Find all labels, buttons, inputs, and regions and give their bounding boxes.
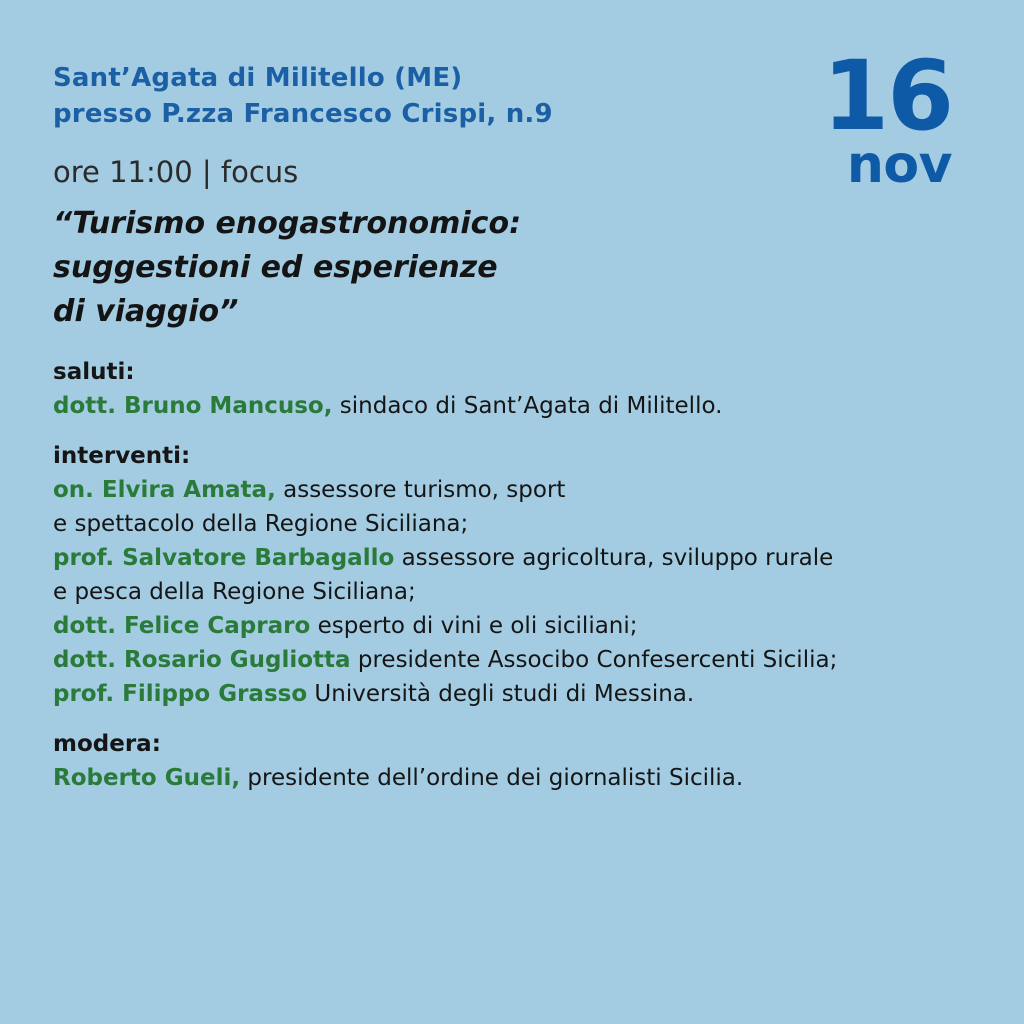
event-date	[802, 40, 952, 195]
speaker-name: dott. Rosario Gugliotta	[53, 647, 351, 673]
speaker-entry	[53, 677, 973, 711]
speaker-name: on. Elvira Amata,	[53, 477, 276, 503]
section-interventi	[53, 439, 973, 711]
speaker-role: assessore turismo, sport	[275, 477, 566, 503]
title-line: “Turismo enogastronomico:	[53, 206, 522, 241]
date-day: 16	[822, 40, 952, 152]
section-saluti	[53, 355, 973, 423]
section-label: interventi:	[53, 443, 191, 469]
speaker-role-continued: e pesca della Regione Siciliana;	[53, 579, 416, 605]
event-time-focus: ore 11:00 | focus	[53, 155, 299, 189]
speaker-entry	[53, 643, 973, 677]
speaker-role: presidente dell’ordine dei giornalisti Sicilia.	[240, 765, 744, 791]
speaker-name: dott. Felice Capraro	[53, 613, 311, 639]
speaker-entry	[53, 609, 973, 643]
speaker-name: prof. Filippo Grasso	[53, 681, 308, 707]
title-line: suggestioni ed esperienze	[53, 250, 498, 285]
section-modera	[53, 727, 973, 795]
speaker-role: presidente Associbo Confesercenti Sicilia;	[350, 647, 838, 673]
date-month: nov	[846, 135, 952, 195]
section-label: saluti:	[53, 359, 135, 385]
speaker-entry	[53, 389, 973, 423]
program-body	[53, 355, 973, 811]
speaker-role: Università degli studi di Messina.	[307, 681, 695, 707]
event-location	[53, 60, 553, 132]
speaker-role-continued: e spettacolo della Regione Siciliana;	[53, 511, 469, 537]
speaker-name: Roberto Gueli,	[53, 765, 241, 791]
speaker-name: dott. Bruno Mancuso,	[53, 393, 333, 419]
location-city: Sant’Agata di Militello (ME)	[53, 63, 463, 93]
speaker-role: assessore agricoltura, sviluppo rurale	[394, 545, 834, 571]
section-label: modera:	[53, 731, 161, 757]
speaker-entry	[53, 473, 973, 507]
speaker-entry	[53, 541, 973, 575]
event-title	[53, 202, 673, 334]
speaker-name: prof. Salvatore Barbagallo	[53, 545, 395, 571]
speaker-role: esperto di vini e oli siciliani;	[310, 613, 638, 639]
speaker-entry	[53, 761, 973, 795]
location-address: presso P.zza Francesco Crispi, n.9	[53, 99, 553, 129]
title-line: di viaggio”	[53, 294, 239, 329]
speaker-role: sindaco di Sant’Agata di Militello.	[332, 393, 723, 419]
